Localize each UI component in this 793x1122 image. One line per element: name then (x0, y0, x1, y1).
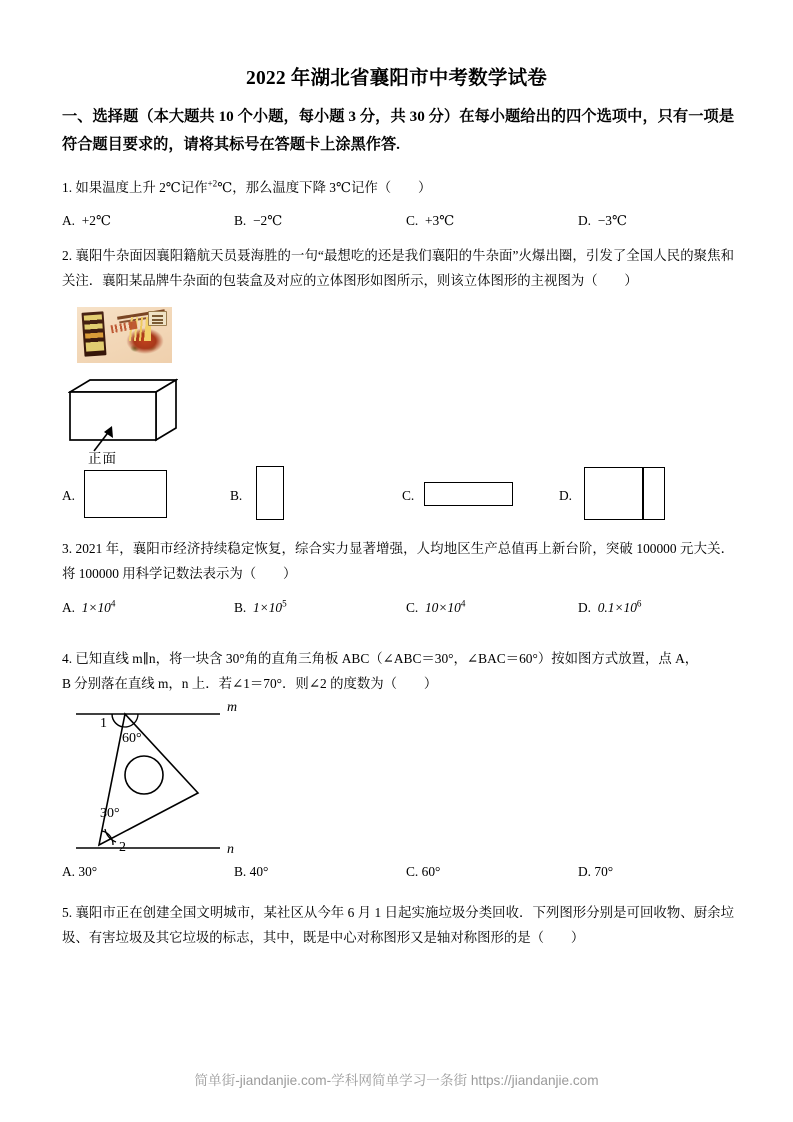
angle-2-label: 2 (119, 840, 126, 855)
angle-30-arc (105, 829, 116, 842)
question-4-stem-line2: B 分别落在直线 m，n 上．若∠1＝70°．则∠2 的度数为（ ） (62, 676, 438, 691)
question-4-stem-line1: 4. 已知直线 m∥n，将一块含 30°角的直角三角板 ABC（∠ABC＝30°，∠BAC＝60°）按如图方式放置，点 A， (62, 651, 699, 666)
question-2-stem: 2. 襄阳牛杂面因襄阳籍航天员聂海胜的一句“最想吃的还是我们襄阳的牛杂面”火爆出圈，引发了全国人民的聚焦和关注．襄阳某品牌牛杂面的包装盒及对应的立体图形如图所示，则该立体图形的主视图为（ ） (62, 248, 734, 288)
question-1-option-c[interactable] (406, 213, 454, 229)
option-text: 70° (594, 864, 614, 879)
question-4-options (62, 864, 734, 884)
option-letter: C. (406, 600, 419, 615)
option-exponent: 5 (282, 598, 287, 609)
question-2-option-a-shape[interactable] (84, 470, 167, 518)
page-title: 2022 年湖北省襄阳市中考数学试卷 (246, 68, 547, 89)
option-letter: B. (234, 213, 247, 228)
option-letter: B. (234, 864, 247, 879)
option-text: −2℃ (252, 213, 283, 228)
option-text: +2℃ (81, 213, 111, 228)
option-letter: B. (234, 600, 247, 615)
question-3-option-b[interactable] (234, 600, 287, 616)
question-1-stem-prefix: 1. 如果温度上升 2℃记作 (62, 180, 208, 195)
question-4-option-b[interactable] (234, 864, 268, 880)
footer-watermark: 简单街-jiandanjie.com-学科网简单学习一条街 https://jiandanjie.com (194, 1073, 599, 1088)
angle-60-label: 60° (122, 731, 142, 746)
question-2-option-c-letter[interactable]: C. (402, 488, 415, 503)
question-3-option-d[interactable] (578, 600, 641, 616)
option-mantissa: 1×10 (252, 600, 283, 615)
triangle-board-hole (125, 756, 163, 794)
option-text: 30° (78, 864, 98, 879)
option-exponent: 4 (110, 598, 116, 609)
question-2-option-c-shape[interactable] (424, 482, 513, 506)
question-3-stem: 3. 2021 年，襄阳市经济持续稳定恢复，综合实力显著增强，人均地区生产总值再上新台阶，突破 100000 元大关．将 100000 用科学记数法表示为（ ） (62, 541, 734, 581)
option-mantissa: 0.1×10 (597, 600, 637, 615)
option-text: 40° (249, 864, 269, 879)
question-4-option-a[interactable] (62, 864, 97, 880)
question-2-option-b-letter[interactable]: B. (230, 488, 243, 503)
option-letter: D. (578, 864, 592, 879)
question-4-option-c[interactable] (406, 864, 440, 880)
line-n-label: n (227, 842, 234, 857)
option-exponent: 6 (636, 598, 642, 609)
niuzamian-package-photo (77, 307, 172, 363)
option-letter: C. (406, 864, 419, 879)
parallel-lines-triangle-figure (72, 698, 262, 863)
question-2-options (62, 462, 734, 518)
option-letter: A. (62, 213, 76, 228)
option-mantissa: 10×10 (424, 600, 461, 615)
question-2-option-d-divider (642, 467, 644, 520)
question-5-stem: 5. 襄阳市正在创建全国文明城市，某社区从今年 6 月 1 日起实施垃圾分类回收．下列图形分别是可回收物、厨余垃圾、有害垃圾及其它垃圾的标志，其中，既是中心对称图形又是轴对称图形的是（ ） (62, 905, 734, 945)
question-1-superscript: +2 (207, 178, 218, 189)
option-mantissa: 1×10 (81, 600, 111, 615)
question-2-option-d-shape[interactable] (584, 467, 665, 520)
front-view-direction-label: 正面 (88, 451, 117, 466)
option-letter: D. (578, 600, 592, 615)
question-1-stem (62, 175, 734, 200)
question-2-option-d-letter[interactable]: D. (559, 488, 573, 503)
section-heading: 一、选择题（本大题共 10 个小题，每小题 3 分，共 30 分）在每小题给出的四个选项中，只有一项是符合题目要求的，请将其标号在答题卡上涂黑作答. (62, 108, 734, 153)
question-1-stem-suffix: ℃，那么温度下降 3℃记作（ ） (217, 180, 432, 195)
option-exponent: 4 (460, 598, 466, 609)
question-3-options (62, 600, 734, 620)
question-4-option-d[interactable] (578, 864, 613, 880)
angle-1-label: 1 (100, 716, 107, 731)
question-3-option-c[interactable] (406, 600, 465, 616)
question-2-option-b-shape[interactable] (256, 466, 284, 520)
option-text: 60° (421, 864, 441, 879)
question-4-stem (62, 646, 734, 696)
line-m-label: m (227, 700, 238, 715)
option-letter: D. (578, 213, 592, 228)
angle-30-label: 30° (100, 806, 120, 821)
question-1-option-b[interactable] (234, 213, 282, 229)
question-3-option-a[interactable] (62, 600, 115, 616)
question-2-option-a-letter[interactable]: A. (62, 488, 76, 503)
package-label-text (84, 314, 104, 351)
question-1-option-d[interactable] (578, 213, 627, 229)
option-text: +3℃ (424, 213, 455, 228)
question-1-option-a[interactable] (62, 213, 111, 229)
option-letter: C. (406, 213, 419, 228)
package-brand-badge (148, 311, 167, 326)
triangle-board (99, 714, 198, 845)
option-text: −3℃ (597, 213, 627, 228)
option-letter: A. (62, 600, 76, 615)
option-letter: A. (62, 864, 76, 879)
question-1-options (62, 213, 734, 233)
